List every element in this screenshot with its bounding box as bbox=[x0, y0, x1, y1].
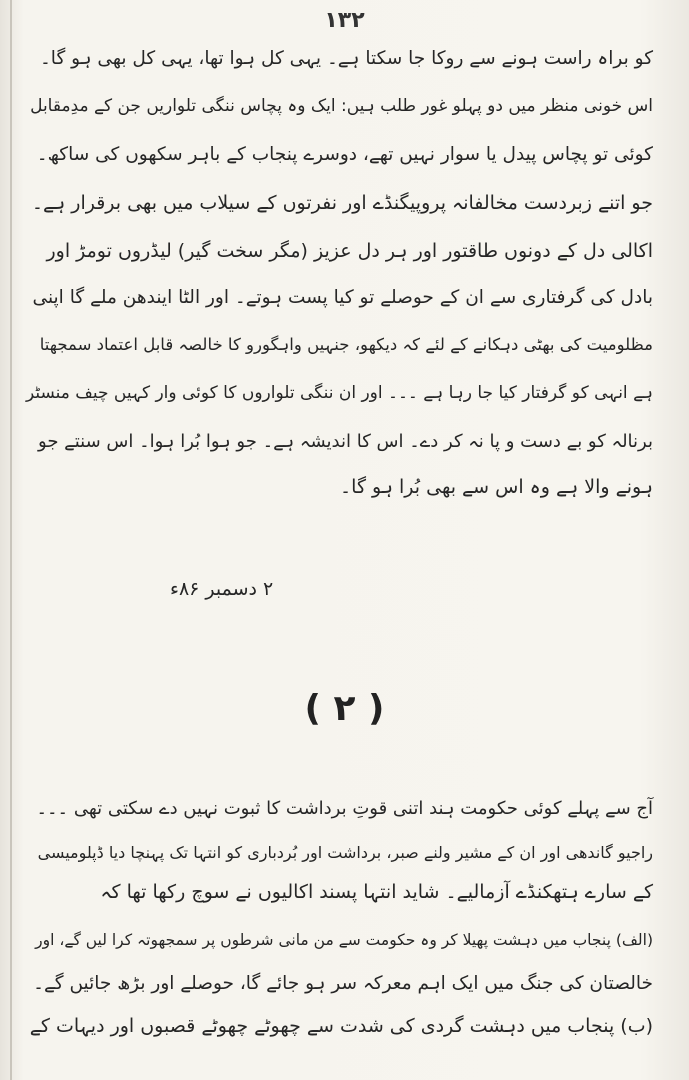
text-line: خالصتان کی جنگ میں ایک اہم معرکہ سر ہو جائے گا، حوصلے اور بڑھ جائیں گے۔ bbox=[33, 973, 653, 994]
text-line: ہے انہی کو گرفتار کیا جا رہا ہے ۔۔۔ اور ان ننگی تلواروں کا کوئی وار کہیں چیف منسٹر bbox=[25, 383, 653, 403]
page-spine-shadow bbox=[10, 0, 12, 1080]
text-line: برنالہ کو بے دست و پا نہ کر دے۔ اس کا اندیشہ ہے۔ جو ہوا بُرا ہوا۔ اس سنتے جو bbox=[38, 431, 653, 452]
text-line: کوئی تو پچاس پیدل یا سوار نہیں تھے، دوسرے پنجاب کے باہر سکھوں کی ساکھ۔ bbox=[36, 144, 653, 165]
text-line: کے سارے ہتھکنڈے آزمالیے۔ شاید انتہا پسند اکالیوں نے سوچ رکھا تھا کہ bbox=[100, 881, 653, 903]
page-number: ۱۳۲ bbox=[324, 8, 365, 33]
text-line: بادل کی گرفتاری سے ان کے حوصلے تو کیا پست ہوتے۔ اور الٹا ایندھن ملے گا اپنی bbox=[32, 287, 653, 308]
text-line: ہونے والا ہے وہ اس سے بھی بُرا ہو گا۔ bbox=[340, 476, 653, 498]
text-line: راجیو گاندھی اور ان کے مشیر ولنے صبر، برداشت اور بُردباری کو انتہا تک پہنچا دیا ڈپلومیسی bbox=[37, 843, 653, 862]
section-heading: ( ۲ ) bbox=[304, 688, 385, 729]
text-line: اس خونی منظر میں دو پہلو غور طلب ہیں: ایک وہ پچاس ننگی تلواریں جن کے مدِمقابل bbox=[30, 96, 653, 116]
text-line: مظلومیت کی بھٹی دہکانے کے لئے کہ دیکھو، جنہیں واہگورو کا خالصہ قابل اعتماد سمجھتا bbox=[39, 335, 653, 354]
text-line: (الف) پنجاب میں دہشت پھیلا کر وہ حکومت سے من مانی شرطوں پر سمجھوتہ کرا لیں گے، اور bbox=[35, 931, 653, 949]
text-line: (ب) پنجاب میں دہشت گردی کی شدت سے چھوٹے چھوٹے قصبوں اور دیہات کے bbox=[29, 1015, 653, 1037]
text-line: اکالی دل کے دونوں طاقتور اور ہر دل عزیز (مگر سخت گیر) لیڈروں تومڑ اور bbox=[46, 240, 653, 262]
text-line: کو براہ راست ہونے سے روکا جا سکتا ہے۔ یہی کل ہوا تھا، یہی کل بھی ہو گا۔ bbox=[39, 48, 653, 69]
text-line: جو اتنے زبردست مخالفانہ پروپیگنڈے اور نفرتوں کے سیلاب میں بھی برقرار ہے۔ bbox=[31, 192, 653, 214]
date-signature: ۲ دسمبر ۸۶ء bbox=[170, 578, 274, 600]
text-line: آج سے پہلے کوئی حکومت ہند اتنی قوتِ برداشت کا ثبوت نہیں دے سکتی تھی ۔۔۔ bbox=[36, 798, 653, 819]
